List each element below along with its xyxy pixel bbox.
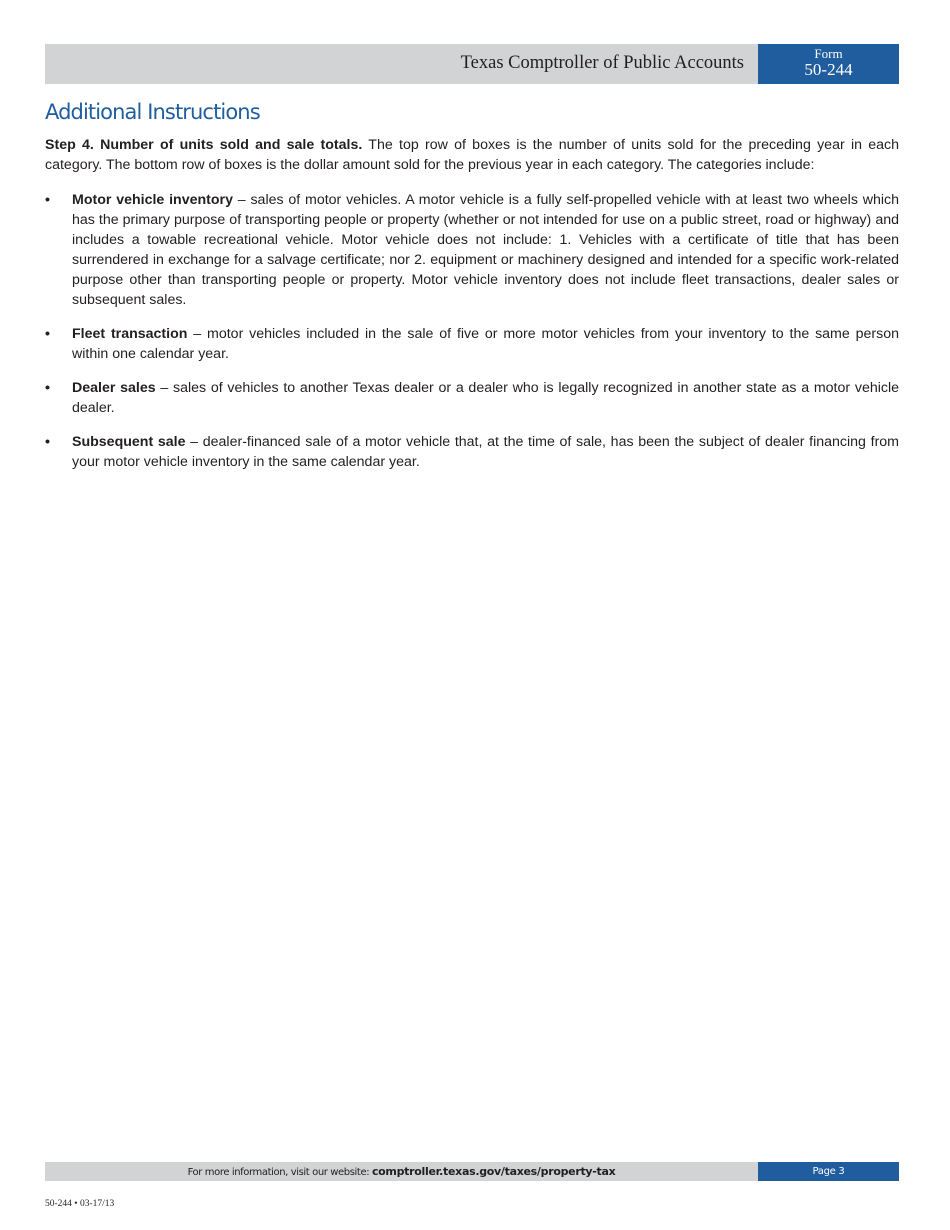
page-number: Page 3 (758, 1162, 899, 1181)
item-term: Dealer sales (72, 380, 156, 396)
section-title: Additional Instructions (45, 100, 260, 124)
item-term: Subsequent sale (72, 434, 186, 450)
item-text: – dealer-financed sale of a motor vehicle that, at the time of sale, has been the subject of dealer financing from your motor vehicle inventory in the same calendar year. (72, 434, 899, 470)
footer-info (45, 1164, 758, 1180)
bullet-marker: • (45, 380, 50, 396)
item-text: – motor vehicles included in the sale of five or more motor vehicles from your inventory to the same person within one calendar year. (72, 326, 899, 362)
list-item (45, 324, 899, 364)
form-number: 50-244 (804, 60, 853, 79)
revision-code: 50-244 • 03-17/13 (45, 1199, 115, 1209)
footer-bar (45, 1162, 899, 1181)
list-item (45, 432, 899, 472)
item-text: – sales of motor vehicles. A motor vehicle is a fully self-propelled vehicle with at least two wheels which has the primary purpose of transporting people or property (whether or not intended for use on a public street, road or highway) and includes a towable recreational vehicle. Motor vehicle does not include: 1. Vehicles with a certificate of title that has been surrendered in exchange for a salvage certificate; nor 2. equipment or machinery designed and intended for a specific work-related purpose other than transporting people or property. Motor vehicle inventory does not include fleet transactions, dealer sales or subsequent sales. (72, 192, 899, 308)
instructions-body (45, 135, 899, 486)
category-list (45, 190, 899, 472)
website-link[interactable]: comptroller.texas.gov/taxes/property-tax (371, 1165, 616, 1178)
list-item (45, 190, 899, 310)
item-term: Fleet transaction (72, 326, 188, 342)
intro-text: The top row of boxes is the number of units sold for the preceding year in each category. The bottom row of boxes is the dollar amount sold for the previous year in each category. The categories include: (45, 137, 900, 173)
agency-name: Texas Comptroller of Public Accounts (460, 53, 744, 73)
item-term: Motor vehicle inventory (72, 192, 233, 208)
bullet-marker: • (45, 326, 50, 342)
bullet-marker: • (45, 434, 50, 450)
intro-paragraph (45, 135, 899, 175)
header-bar (45, 44, 899, 84)
form-number-box (758, 44, 899, 84)
list-item (45, 378, 899, 418)
intro-lead: Step 4. Number of units sold and sale totals. (45, 137, 363, 153)
item-text: – sales of vehicles to another Texas dealer or a dealer who is legally recognized in another state as a motor vehicle dealer. (72, 380, 900, 416)
footer-info-text: For more information, visit our website: (187, 1167, 372, 1178)
bullet-marker: • (45, 192, 50, 208)
form-label: Form (814, 46, 843, 61)
